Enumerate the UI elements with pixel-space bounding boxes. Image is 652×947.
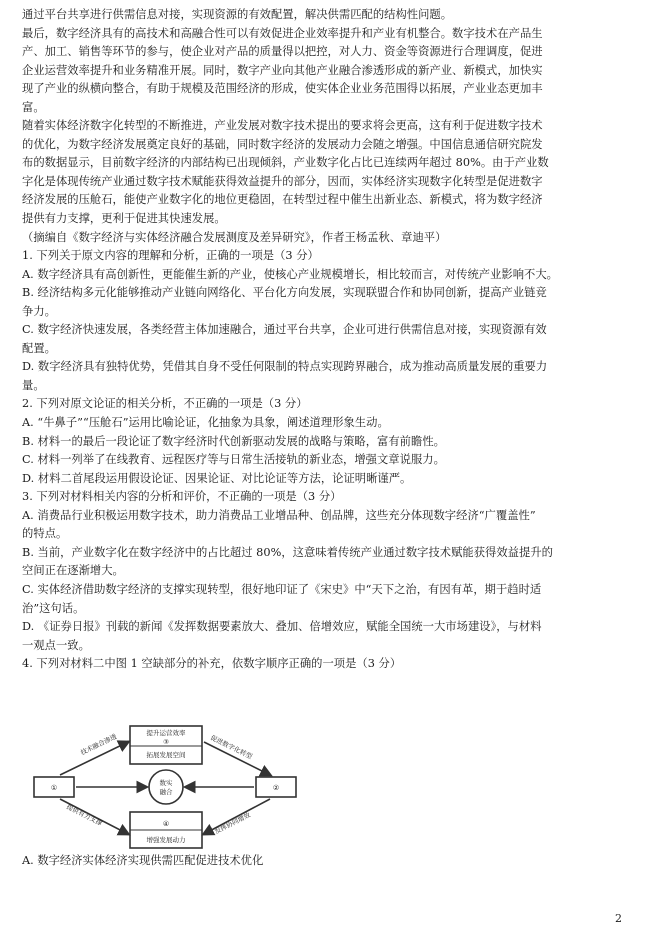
q1-option-a: A. 数字经济具有高创新性，更能催生新的产业，使核心产业规模增长，相比较而言，对传统产业影响不大。 xyxy=(22,267,558,281)
q3-option-d: D. 《证券日报》刊载的新闻《发挥数据要素放大、叠加、倍增效应，赋能全国统一大市场建设》，与材料 xyxy=(22,620,542,634)
q1-option-d: D. 数字经济具有独特优势，凭借其自身不受任何限制的特点实现跨界融合，成为推动高质量发展的重要力 xyxy=(22,360,548,374)
q2-option-c: C. 材料一列举了在线教育、远程医疗等与日常生活接轨的新业态，增强文章说服力。 xyxy=(22,453,445,467)
diagram-center-line1: 数实 xyxy=(159,779,173,787)
question-3-stem: 3. 下列对材料相关内容的分析和评价，不正确的一项是（3 分） xyxy=(22,490,342,504)
diagram-top-num: ③ xyxy=(163,738,169,746)
diagram-top-line2: 拓展发展空间 xyxy=(146,751,186,759)
question-2-stem: 2. 下列对原文论证的相关分析，不正确的一项是（3 分） xyxy=(22,397,308,411)
q3-option-d-cont: 一观点一致。 xyxy=(22,638,90,652)
text-line: 产、加工、销售等环节的参与，使企业对产品的质量得以把控，对人力、资金等资源进行合理调度，促进 xyxy=(22,45,543,59)
q1-option-c: C. 数字经济快速发展，各类经营主体加速融合，通过平台共享，企业可进行供需信息对接，实现资源有效 xyxy=(22,323,547,337)
diagram-left-num: ① xyxy=(50,784,58,792)
q3-option-a-cont: 的特点。 xyxy=(22,527,68,541)
q4-option-a: A. 数字经济实体经济实现供需匹配促进技术优化 xyxy=(22,854,264,867)
text-line: 字化是体现传统产业通过数字技术赋能获得效益提升的部分，因而，实体经济实现数字化转型是促进数字 xyxy=(22,174,543,188)
text-line: 的优化，为数字经济发展奠定良好的基础，同时数字经济的发展动力会随之增强。中国信息通信研究院发 xyxy=(22,137,543,151)
diagram-center-line2: 融合 xyxy=(159,788,173,796)
q3-option-b-cont: 空间正在逐渐增大。 xyxy=(22,564,124,578)
text-line: 通过平台共享进行供需信息对接，实现资源的有效配置，解决供需匹配的结构性问题。 xyxy=(22,8,453,21)
figure-1-diagram xyxy=(30,722,300,852)
diagram-center-circle xyxy=(149,770,183,804)
q2-option-b: B. 材料一的最后一段论证了数字经济时代创新驱动发展的战略与策略，富有前瞻性。 xyxy=(22,434,445,448)
q2-option-d: D. 材料二首尾段运用假设论证、因果论证、对比论证等方法，论证明晰谨严。 xyxy=(22,471,412,485)
text-line: 随着实体经济数字化转型的不断推进，产业发展对数字技术提出的要求将会更高，这有利于促进数字技术 xyxy=(22,119,543,133)
body-text xyxy=(22,6,636,674)
q1-option-c-cont: 配置。 xyxy=(22,341,56,355)
source-citation: （摘编自《数字经济与实体经济融合发展测度及差异研究》，作者王杨孟秋、章迪平） xyxy=(22,230,447,244)
q3-option-c: C. 实体经济借助数字经济的支撑实现转型，很好地印证了《宋史》中“天下之治，有因有革，期于趋时适 xyxy=(22,582,542,596)
page-number: 2 xyxy=(615,912,622,925)
label-lower-right: 发挥协同增效 xyxy=(213,810,252,836)
q1-option-b: B. 经济结构多元化能够推动产业链向网络化、平台化方向发展，实现联盟合作和协同创新，提高产业链竞 xyxy=(22,286,547,300)
label-upper-left: 技术融合渗透 xyxy=(79,732,118,757)
text-line: 最后，数字经济具有的高技术和高融合性可以有效促进企业效率提升和产业有机整合。数字技术在产品生 xyxy=(22,26,543,40)
q1-option-b-cont: 争力。 xyxy=(22,304,56,318)
q3-option-a: A. 消费品行业积极运用数字技术，助力消费品工业增品种、创品牌，这些充分体现数字经济“广覆盖性” xyxy=(22,508,536,522)
text-line: 富。 xyxy=(22,100,45,114)
text-line: 企业运营效率提升和业务精准开展。同时，数字产业向其他产业融合渗透形成的新产业、新模式，加快实 xyxy=(22,63,543,77)
label-lower-left: 提供有力支撑 xyxy=(65,802,104,828)
text-line: 现了产业的纵横向整合，有助于规模及范围经济的形成，使实体企业业务范围得以拓展，产业业态更加丰 xyxy=(22,82,543,96)
q3-option-c-cont: 治”这句话。 xyxy=(22,601,85,615)
q1-option-d-cont: 量。 xyxy=(22,378,45,392)
q3-option-b: B. 当前，产业数字化在数字经济中的占比超过 80%，这意味着传统产业通过数字技术赋能获得效益提升的 xyxy=(22,545,553,559)
text-line: 提供有力支撑，更利于促进其快速发展。 xyxy=(22,212,226,226)
text-line: 经济发展的压舱石，能使产业数字化的地位更稳固，在转型过程中催生出新业态、新模式，将为数字经济 xyxy=(22,193,543,207)
question-4-stem: 4. 下列对材料二中图 1 空缺部分的补充，依数字顺序正确的一项是（3 分） xyxy=(22,657,402,671)
question-1-stem: 1. 下列关于原文内容的理解和分析，正确的一项是（3 分） xyxy=(22,249,319,263)
diagram-bottom-num: ④ xyxy=(162,820,170,828)
diagram-bottom-line2: 增强发展动力 xyxy=(146,836,186,844)
q2-option-a: A. “牛鼻子”“压舱石”运用比喻论证，化抽象为具象，阐述道理形象生动。 xyxy=(22,416,389,430)
text-line: 布的数据显示，目前数字经济的内部结构已出现倾斜，产业数字化占比已连续两年超过 80%。由于产业数 xyxy=(22,156,549,170)
label-upper-right: 促进数字化转型 xyxy=(209,733,254,761)
diagram-top-line1: 提升运营效率 xyxy=(146,729,186,737)
diagram-right-num: ② xyxy=(272,784,280,792)
